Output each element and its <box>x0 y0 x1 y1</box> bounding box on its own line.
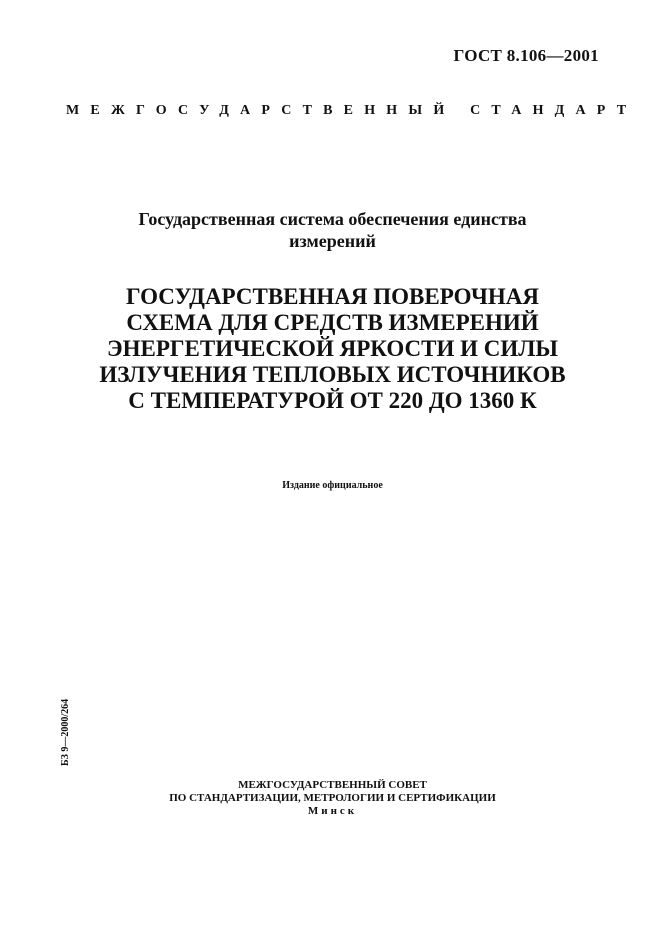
main-title-line-4: ИЗЛУЧЕНИЯ ТЕПЛОВЫХ ИСТОЧНИКОВ <box>99 362 566 387</box>
standard-type: МЕЖГОСУДАРСТВЕННЫЙ СТАНДАРТ <box>66 103 638 118</box>
publisher-line-1: МЕЖГОСУДАРСТВЕННЫЙ СОВЕТ <box>238 779 427 791</box>
main-title-line-2: СХЕМА ДЛЯ СРЕДСТВ ИЗМЕРЕНИЙ <box>126 310 539 335</box>
main-title-line-1: ГОСУДАРСТВЕННАЯ ПОВЕРОЧНАЯ <box>126 284 539 309</box>
main-title <box>60 284 605 414</box>
gost-number: ГОСТ 8.106—2001 <box>453 46 599 65</box>
publisher <box>60 779 605 818</box>
system-title-line-2: измерений <box>289 231 376 251</box>
publisher-city: Минск <box>307 805 358 817</box>
main-title-line-3: ЭНЕРГЕТИЧЕСКОЙ ЯРКОСТИ И СИЛЫ <box>107 336 558 361</box>
system-title-line-1: Государственная система обеспечения единства <box>138 209 527 229</box>
edition-label: Издание официальное <box>282 480 383 491</box>
system-title <box>60 208 605 252</box>
side-code: БЗ 9—2000/264 <box>60 698 71 766</box>
publisher-line-2: ПО СТАНДАРТИЗАЦИИ, МЕТРОЛОГИИ И СЕРТИФИКАЦИИ <box>169 792 496 804</box>
main-title-line-5: С ТЕМПЕРАТУРОЙ ОТ 220 ДО 1360 К <box>128 388 537 413</box>
